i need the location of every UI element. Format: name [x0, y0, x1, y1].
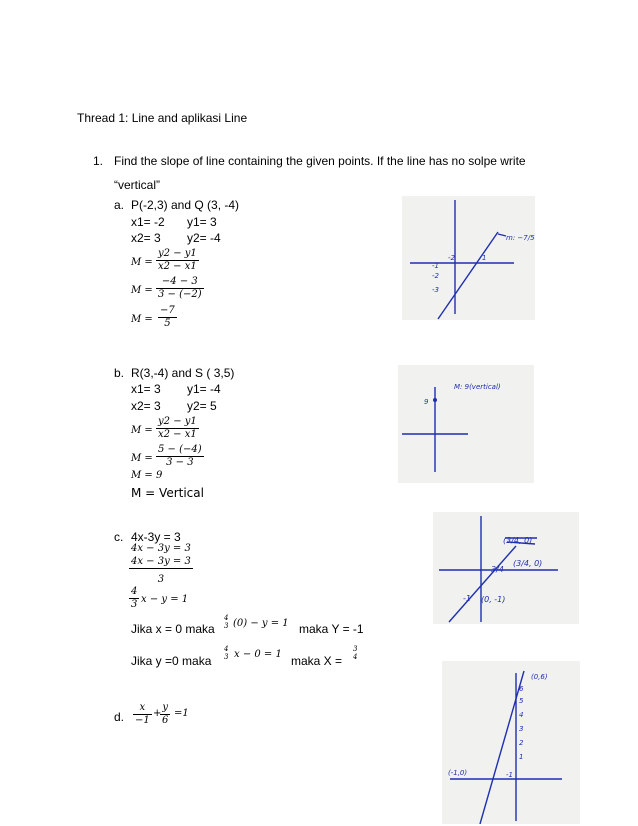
y-tick: 5: [519, 697, 524, 705]
part-c-line3: x − y = 1: [141, 594, 189, 605]
part-b-y2: y2= 5: [187, 399, 217, 413]
fraction-denominator: x2 − x1: [158, 429, 197, 440]
x-tick: -2: [448, 254, 455, 262]
graph-sketch-b: [398, 365, 534, 483]
part-a-x1: x1= -2: [131, 215, 165, 229]
part-a-fraction3: [158, 305, 177, 330]
fraction-numerator: 3: [353, 645, 358, 653]
part-a-y1: y1= 3: [187, 215, 217, 229]
fraction-denominator: 3 − 3: [166, 457, 194, 468]
x-tick: -1: [506, 771, 513, 779]
point-label: (-1,0): [448, 769, 468, 777]
part-d-label: d.: [114, 710, 125, 724]
part-a-fraction1: [156, 248, 199, 273]
part-c-graph-photo: [433, 512, 579, 624]
fraction-denominator: 6: [162, 715, 169, 726]
x-tick: 3/4: [491, 565, 504, 574]
y-tick: 3: [519, 725, 524, 733]
graph-sketch-d: [442, 661, 580, 824]
y-tick: 4: [519, 711, 524, 719]
y-tick: -3: [432, 286, 439, 294]
fraction-numerator: x: [133, 702, 152, 715]
question-text-line2: “vertical”: [114, 178, 161, 192]
part-b-m2: M =: [131, 453, 153, 464]
plus-sign: +: [153, 708, 162, 719]
part-a-y2: y2= -4: [187, 231, 221, 245]
part-c-frac-43-a: [222, 614, 230, 630]
y-tick: -2: [432, 272, 439, 280]
part-d-term1: [133, 702, 152, 727]
part-b-result: M = Vertical: [131, 486, 204, 500]
part-c-equation: 4x-3y = 3: [131, 530, 181, 544]
part-c-label: c.: [114, 530, 124, 544]
plotted-line: [480, 671, 524, 824]
fraction-numerator: −7: [160, 305, 175, 316]
part-a-m1: M =: [131, 257, 153, 268]
part-a-label: a.: [114, 198, 125, 212]
part-b-label: b.: [114, 366, 125, 380]
fraction-denominator: 3: [224, 622, 229, 630]
fraction-numerator: y2 − y1: [158, 416, 197, 427]
part-c-jika-x-result: maka Y = -1: [299, 622, 364, 636]
point-label: (3/4, 0): [503, 536, 533, 545]
part-b-x2: x2= 3: [131, 399, 161, 413]
slope-note: m: −7/5: [506, 234, 535, 242]
part-a-m3: M =: [131, 314, 153, 325]
part-a-x2: x2= 3: [131, 231, 161, 245]
part-a-m2: M =: [131, 285, 153, 296]
fraction-numerator: 4: [224, 614, 229, 622]
graph-sketch-c: [433, 512, 579, 624]
thread-title: Thread 1: Line and aplikasi Line: [77, 111, 248, 125]
y-tick: 6: [519, 685, 524, 693]
part-c-coef: [129, 586, 139, 611]
part-b-m1: M =: [131, 425, 153, 436]
fraction-numerator: 4: [224, 645, 229, 653]
fraction-denominator: 4: [353, 653, 358, 661]
part-c-jika-x-expr: (0) − y = 1: [233, 618, 289, 629]
y-tick: -1: [463, 594, 471, 603]
fraction-denominator: x2 − x1: [158, 261, 197, 272]
fraction-denominator: 5: [164, 318, 171, 329]
fraction-denominator: 3: [157, 574, 165, 585]
x-tick: 1: [482, 254, 487, 262]
fraction-numerator: −4 − 3: [156, 276, 204, 289]
question-number: 1.: [93, 154, 104, 168]
part-b-graph-photo: [398, 365, 534, 483]
part-a-fraction2: [156, 276, 204, 301]
graph-sketch-a: [402, 196, 535, 320]
y-label: 9: [424, 398, 429, 406]
part-b-y1: y1= -4: [187, 382, 221, 396]
question-text-line1: Find the slope of line containing the given points. If the line has no solpe write: [114, 154, 526, 168]
plotted-line: [449, 546, 516, 622]
point-label: (0,6): [531, 673, 548, 681]
part-b-x1: x1= 3: [131, 382, 161, 396]
part-c-jika-y-result: maka X =: [291, 654, 343, 668]
slope-note: M: 9(vertical): [454, 383, 501, 391]
fraction-denominator: 3: [131, 599, 138, 610]
fraction-denominator: 3 − (−2): [158, 289, 202, 300]
part-d-term2: [160, 702, 170, 727]
part-a-points: P(-2,3) and Q (3, -4): [131, 198, 240, 212]
plotted-line: [438, 232, 498, 319]
part-c-frac-43-b: [222, 645, 230, 661]
part-c-frac-34: [351, 645, 359, 661]
fraction-numerator: 4: [131, 586, 138, 597]
point-label: (0, -1): [481, 595, 506, 604]
part-a-graph-photo: [402, 196, 535, 320]
fraction-numerator: y: [160, 702, 170, 715]
part-c-jika-y-expr: x − 0 = 1: [234, 649, 282, 660]
part-c-jika-x: Jika x = 0 maka: [131, 622, 215, 636]
part-b-result-9: M = 9: [131, 470, 163, 481]
fraction-numerator: 4x − 3y = 3: [131, 556, 191, 567]
part-c-fraction-line2: [129, 556, 193, 586]
part-c-jika-y: Jika y =0 maka: [131, 654, 212, 668]
part-d-rhs: =1: [174, 708, 189, 719]
y-tick: 1: [519, 753, 524, 761]
part-b-fraction2: [156, 444, 204, 469]
part-b-fraction1: [156, 416, 199, 441]
y-tick: 2: [519, 739, 524, 747]
part-d-graph-photo: [442, 661, 580, 824]
point-label: (3/4, 0): [513, 559, 543, 568]
part-b-points: R(3,-4) and S ( 3,5): [131, 366, 235, 380]
y-tick: -1: [432, 262, 439, 270]
part-c-line1: 4x − 3y = 3: [131, 543, 191, 554]
fraction-denominator: −1: [135, 715, 150, 726]
fraction-numerator: y2 − y1: [158, 248, 197, 259]
fraction-denominator: 3: [224, 653, 229, 661]
fraction-numerator: 5 − (−4): [158, 444, 202, 455]
